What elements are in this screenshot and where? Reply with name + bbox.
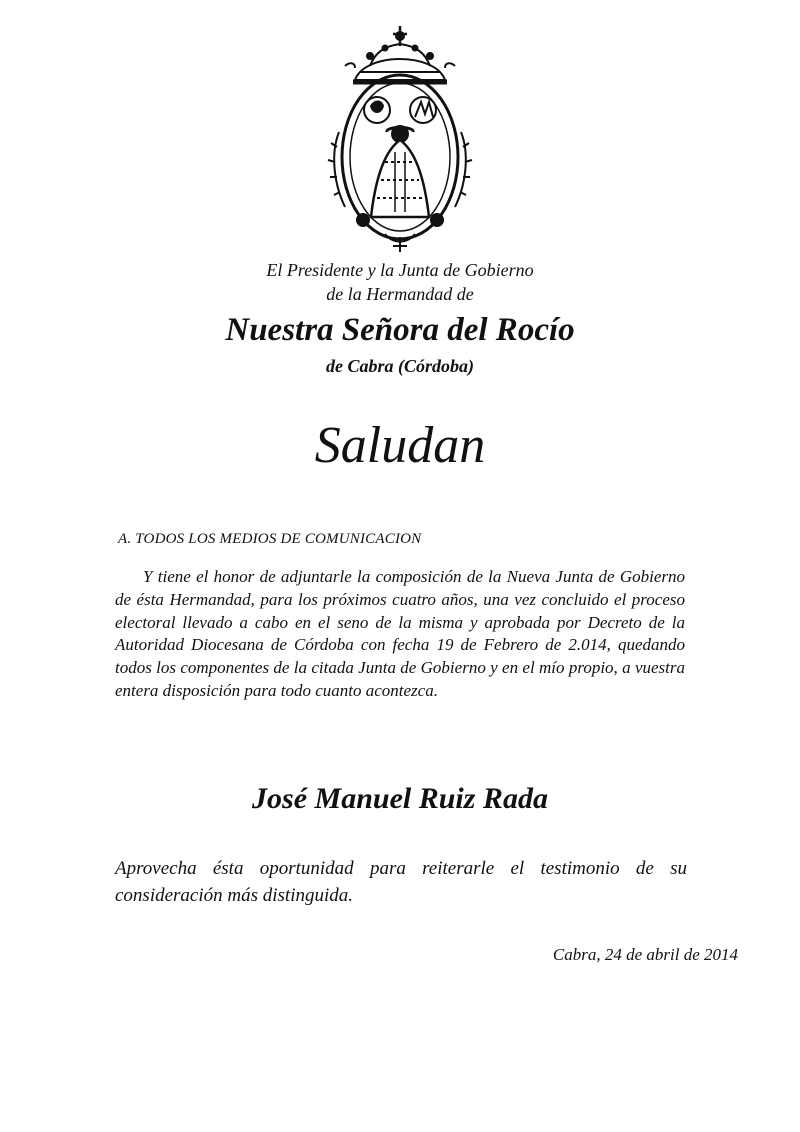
date-line: Cabra, 24 de abril de 2014: [552, 945, 738, 964]
location-line: de Cabra (Córdoba): [326, 356, 474, 376]
crowned-virgin-emblem-icon: [325, 22, 475, 254]
intro-line-1: El Presidente y la Junta de Gobierno: [266, 260, 534, 280]
signatory-name: José Manuel Ruiz Rada: [252, 782, 548, 815]
greeting-heading: Saludan: [314, 417, 486, 474]
closing-paragraph: Aprovecha ésta oportunidad para reiterarle el testimonio de su consideración más distinguida.: [115, 858, 687, 906]
body-paragraph: Y tiene el honor de adjuntarle la composición de la Nueva Junta de Gobierno de ésta Hermandad, para los próximos cuatro años, una vez concluido el proceso electoral llevado a cabo en el seno de la misma y aprobada por Decreto de la Autoridad Diocesana de Córdoba con fecha 19 de Febrero de 2.014, quedando todos los componentes de la citada Junta de Gobierno y en el mío propio, a vuestra entera disposición para todo cuanto acontezca.: [115, 567, 685, 700]
intro-line-2: de la Hermandad de: [326, 284, 474, 304]
brotherhood-name: Nuestra Señora del Rocío: [225, 312, 575, 348]
recipient-line: A. TODOS LOS MEDIOS DE COMUNICACION: [118, 531, 422, 547]
